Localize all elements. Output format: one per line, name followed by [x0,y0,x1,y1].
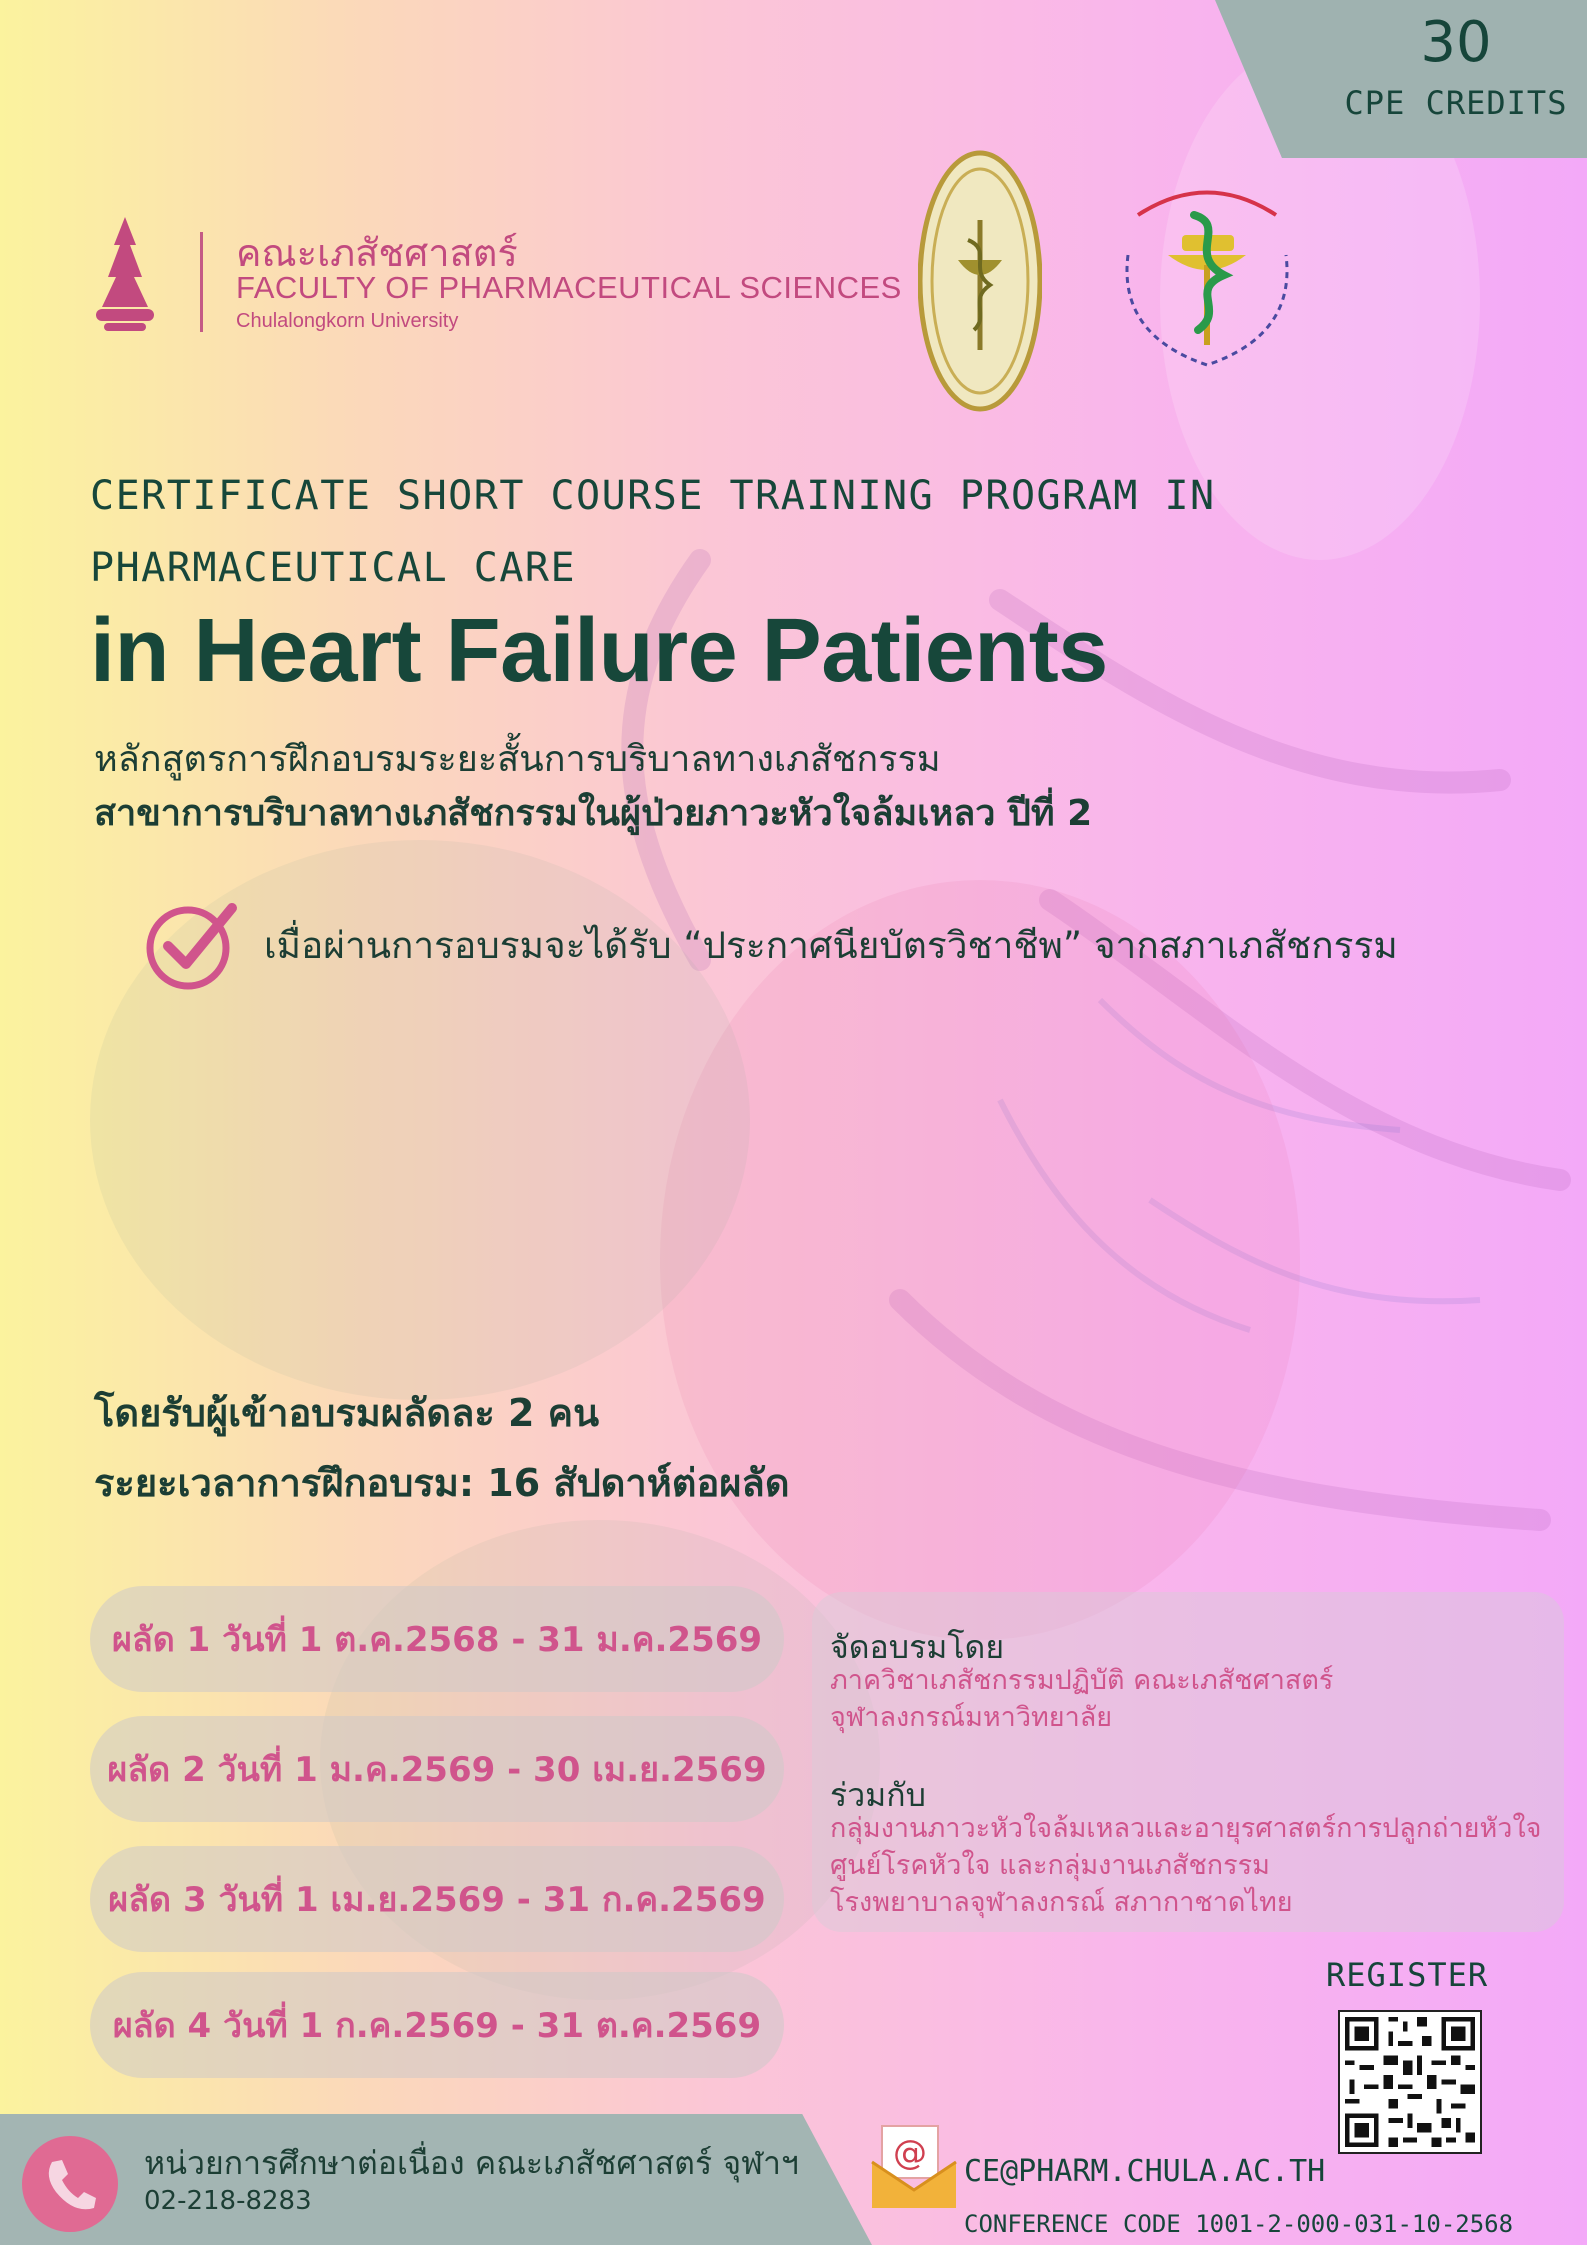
intake-info: โดยรับผู้เข้าอบรมผลัดละ 2 คน [94,1391,600,1435]
svg-text:@: @ [893,2133,927,2173]
contact-phone[interactable]: 02-218-8283 [144,2186,312,2216]
phone-icon [22,2136,118,2232]
organizer-line2: จุฬาลงกรณ์มหาวิทยาลัย [830,1702,1113,1733]
partner-heading: ร่วมกับ [830,1776,926,1814]
batch-pill-2: ผลัด 2 วันที่ 1 ม.ค.2569 - 30 เม.ย.2569 [90,1716,784,1822]
contact-unit-name: หน่วยการศึกษาต่อเนื่อง คณะเภสัชศาสตร์ จุฬาฯ [144,2144,799,2182]
batch-pill-4: ผลัด 4 วันที่ 1 ก.ค.2569 - 31 ต.ค.2569 [90,1972,784,2078]
conference-code: CONFERENCE CODE 1001-2-000-031-10-2568 [964,2210,1514,2238]
organizer-heading: จัดอบรมโดย [830,1628,1005,1666]
duration-info: ระยะเวลาการฝึกอบรม: 16 สัปดาห์ต่อผลัด [94,1461,790,1505]
certificate-note: เมื่อผ่านการอบรมจะได้รับ “ประกาศนียบัตรวิชาชีพ” จากสภาเภสัชกรรม [264,924,1398,967]
chulalongkorn-emblem-icon [90,215,160,335]
certificate-heading-line1: CERTIFICATE SHORT COURSE TRAINING PROGRAM IN [90,473,1216,519]
certificate-heading [90,460,1290,604]
thai-subtitle-line1: หลักสูตรการฝึกอบรมระยะสั้นการบริบาลทางเภสัชกรรม [94,739,941,780]
cpe-credits-number: 30 [1420,10,1492,75]
partner-line2: ศูนย์โรคหัวใจ และกลุ่มงานเภสัชกรรม [830,1850,1270,1881]
partner-line1: กลุ่มงานภาวะหัวใจล้มเหลวและอายุรศาสตร์การปลูกถ่ายหัวใจ [830,1813,1542,1844]
program-title: in Heart Failure Patients [90,601,1108,701]
checkmark-circle-icon [144,896,240,992]
university-name: Chulalongkorn University [236,310,459,332]
contact-email[interactable]: CE@PHARM.CHULA.AC.TH [964,2154,1326,2189]
logo-divider [200,232,203,332]
certificate-heading-line2: PHARMACEUTICAL CARE [90,545,577,591]
faculty-english-name: FACULTY OF PHARMACEUTICAL SCIENCES [236,270,902,305]
register-qr-code[interactable] [1338,2010,1482,2154]
email-icon [868,2120,960,2212]
partner-line3: โรงพยาบาลจุฬาลงกรณ์ สภากาชาดไทย [830,1887,1293,1918]
faculty-thai-name: คณะเภสัชศาสตร์ [236,231,518,275]
organizer-line1: ภาควิชาเภสัชกรรมปฏิบัติ คณะเภสัชศาสตร์ [830,1665,1334,1696]
thai-subtitle-line2: สาขาการบริบาลทางเภสัชกรรมในผู้ป่วยภาวะหัวใจล้มเหลว ปีที่ 2 [94,793,1093,834]
pharmacotherapy-college-seal-icon [1098,175,1316,375]
batch-pill-3: ผลัด 3 วันที่ 1 เม.ย.2569 - 31 ก.ค.2569 [90,1846,784,1952]
batch-pill-1: ผลัด 1 วันที่ 1 ต.ค.2568 - 31 ม.ค.2569 [90,1586,784,1692]
register-label: REGISTER [1326,1956,1489,1994]
cpe-credits-label: CPE CREDITS [1344,84,1568,122]
pharmacy-council-seal-icon [918,150,1042,412]
